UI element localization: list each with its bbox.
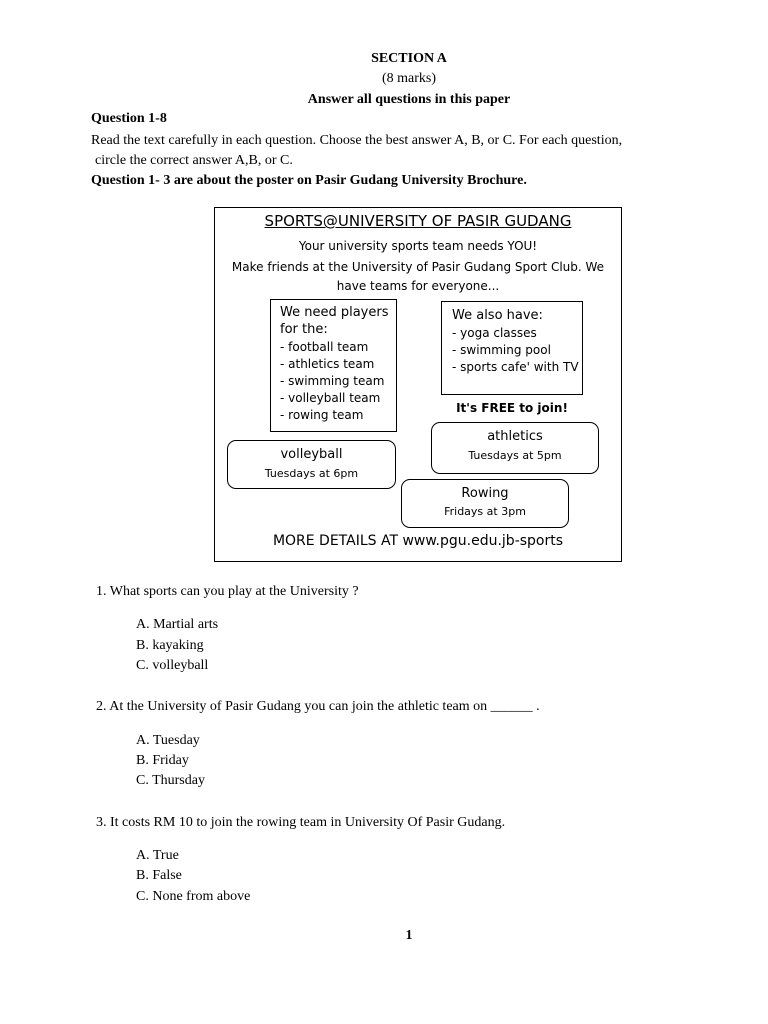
poster-questions-heading: Question 1- 3 are about the poster on Pasir Gudang University Brochure. bbox=[91, 173, 527, 188]
page-number: 1 bbox=[405, 928, 413, 943]
rowing-schedule-box bbox=[401, 479, 569, 528]
question-1-option-b: B. kayaking bbox=[136, 638, 204, 653]
facilities-box bbox=[441, 301, 583, 395]
poster-intro-line-2: have teams for everyone... bbox=[336, 279, 500, 293]
needed-teams-box bbox=[270, 299, 397, 432]
question-2-option-a: A. Tuesday bbox=[136, 733, 200, 748]
volleyball-schedule-box bbox=[227, 440, 396, 489]
question-2-text: 2. At the University of Pasir Gudang you can join the athletic team on ______ . bbox=[96, 699, 540, 714]
athletics-label: athletics bbox=[487, 429, 543, 444]
facility-item: - sports cafe' with TV bbox=[452, 360, 579, 374]
marks-label: (8 marks) bbox=[381, 71, 437, 86]
instructions-line-2: circle the correct answer A,B, or C. bbox=[95, 153, 293, 168]
volleyball-time: Tuesdays at 6pm bbox=[264, 467, 359, 480]
question-1-text: 1. What sports can you play at the University ? bbox=[96, 584, 359, 599]
needed-team-item: - rowing team bbox=[280, 408, 364, 422]
needed-teams-title-1: We need players bbox=[280, 305, 389, 320]
question-3-text: 3. It costs RM 10 to join the rowing team in University Of Pasir Gudang. bbox=[96, 815, 506, 830]
instructions-line-1: Read the text carefully in each question. Choose the best answer A, B, or C. For each question, bbox=[91, 133, 623, 148]
question-1-option-a: A. Martial arts bbox=[136, 617, 219, 632]
question-3-option-c: C. None from above bbox=[136, 889, 251, 904]
athletics-schedule-box bbox=[431, 422, 599, 474]
facility-item: - swimming pool bbox=[452, 343, 551, 357]
poster-tagline: Your university sports team needs YOU! bbox=[298, 239, 538, 253]
volleyball-label: volleyball bbox=[280, 447, 343, 462]
facilities-title: We also have: bbox=[452, 308, 543, 323]
question-2-option-b: B. Friday bbox=[136, 753, 189, 768]
question-3-option-a: A. True bbox=[136, 848, 179, 863]
needed-team-item: - volleyball team bbox=[280, 391, 381, 405]
free-to-join-label: It's FREE to join! bbox=[456, 401, 568, 415]
poster-intro-line-1: Make friends at the University of Pasir Gudang Sport Club. We bbox=[231, 260, 605, 274]
section-title: SECTION A bbox=[371, 51, 447, 66]
instruction-heading: Answer all questions in this paper bbox=[307, 92, 511, 107]
question-3-option-b: B. False bbox=[136, 868, 182, 883]
question-range-heading: Question 1-8 bbox=[91, 111, 167, 126]
sports-poster bbox=[214, 207, 622, 562]
question-1-option-c: C. volleyball bbox=[136, 658, 209, 673]
needed-team-item: - swimming team bbox=[280, 374, 385, 388]
more-details-link: MORE DETAILS AT www.pgu.edu.jb-sports bbox=[272, 533, 564, 549]
poster-title: SPORTS@UNIVERSITY OF PASIR GUDANG bbox=[264, 212, 572, 230]
facility-item: - yoga classes bbox=[452, 326, 537, 340]
needed-teams-title-2: for the: bbox=[280, 322, 328, 337]
athletics-time: Tuesdays at 5pm bbox=[468, 449, 562, 462]
needed-team-item: - football team bbox=[280, 340, 369, 354]
question-2-option-c: C. Thursday bbox=[136, 773, 205, 788]
rowing-label: Rowing bbox=[461, 486, 509, 501]
rowing-time: Fridays at 3pm bbox=[444, 505, 526, 518]
needed-team-item: - athletics team bbox=[280, 357, 375, 371]
